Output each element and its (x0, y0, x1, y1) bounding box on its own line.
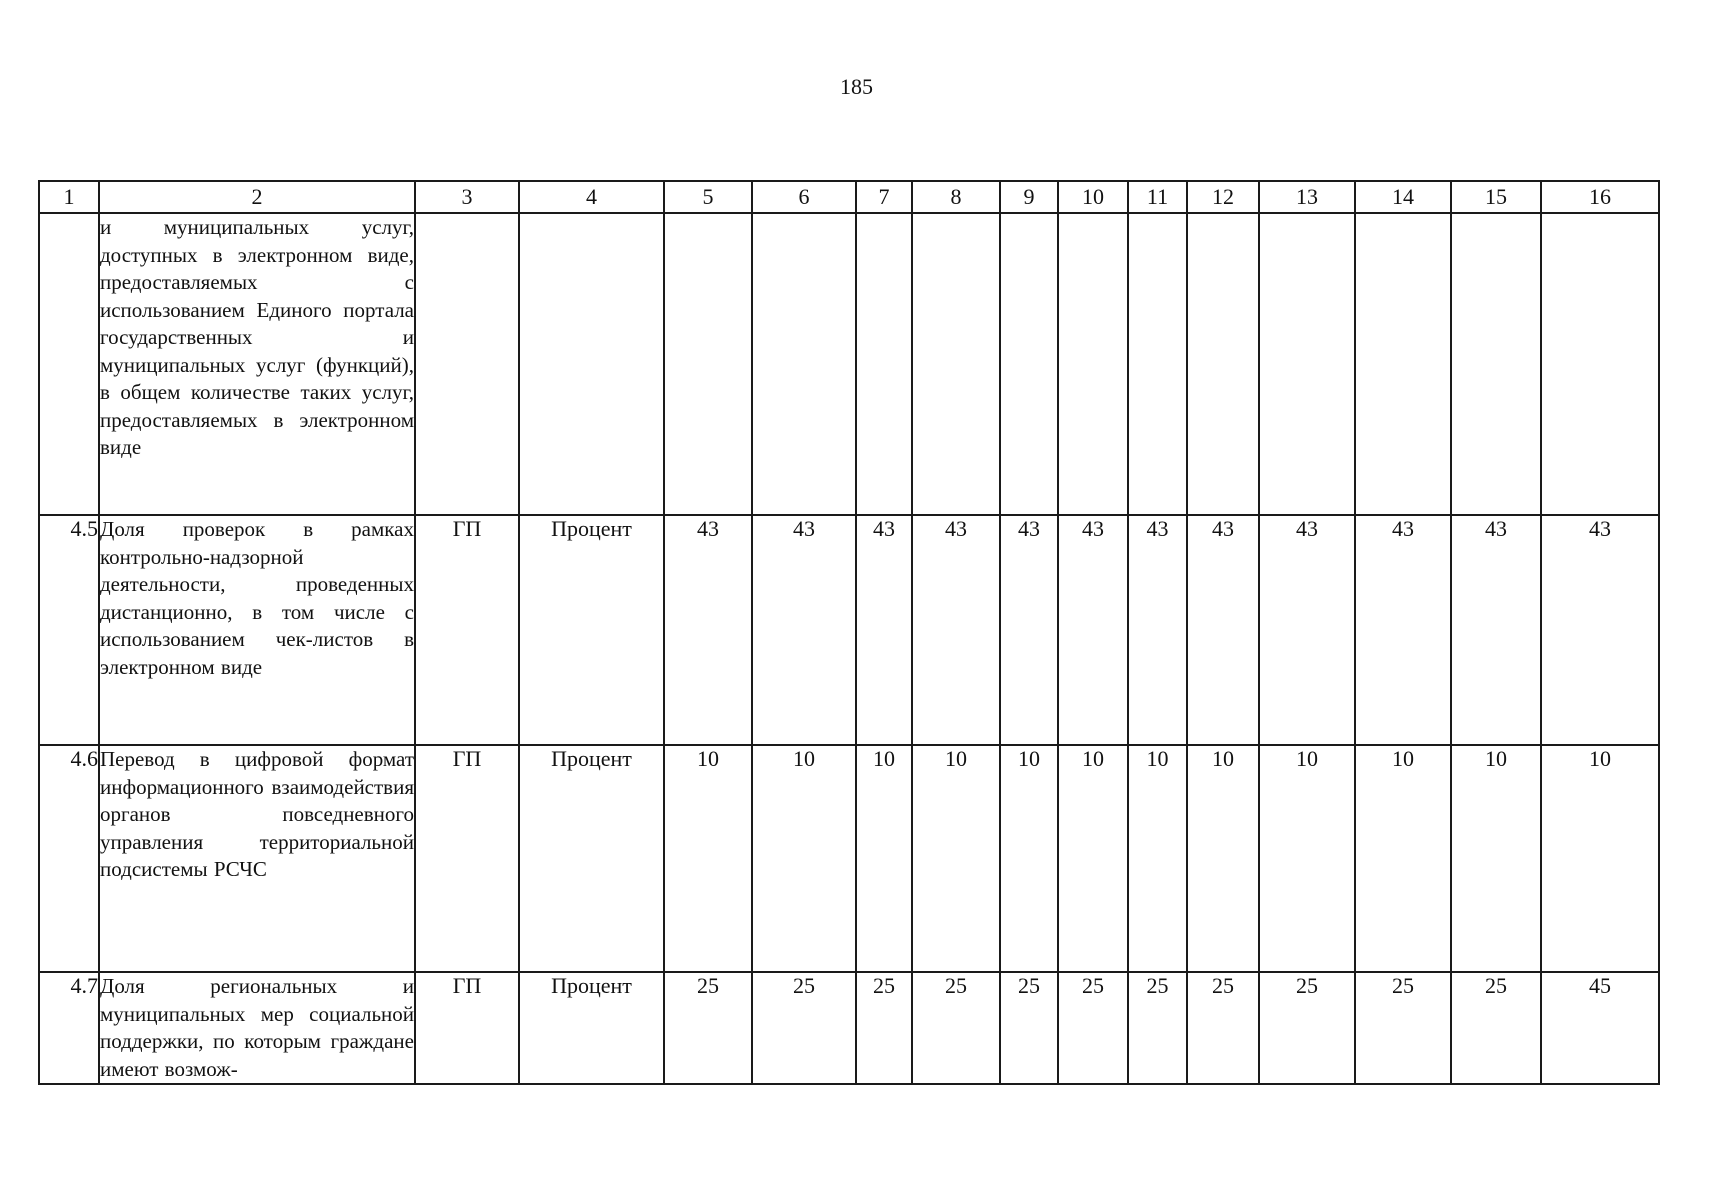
value-cell: 10 (1000, 745, 1058, 972)
column-header: 14 (1355, 181, 1451, 213)
value-cell: 25 (912, 972, 1000, 1084)
value-cell: 10 (1187, 745, 1259, 972)
indicator-description: и муниципальных услуг, доступных в электронном виде, предоставляемых с использованием Единого портала государственных и муниципальных услуг (функций), в общем количестве таких услуг, предоставляемых в электронном виде (99, 213, 415, 515)
value-cell: 10 (1355, 745, 1451, 972)
unit-cell (519, 213, 664, 515)
value-cell: 43 (1000, 515, 1058, 745)
value-cell: 25 (1000, 972, 1058, 1084)
responsible-cell (415, 213, 519, 515)
value-cell: 25 (1355, 972, 1451, 1084)
indicator-table (38, 180, 1660, 1085)
value-cell (912, 213, 1000, 515)
column-header: 4 (519, 181, 664, 213)
value-cell: 25 (664, 972, 752, 1084)
column-header: 13 (1259, 181, 1355, 213)
indicator-description: Доля проверок в рамках контрольно-надзорной деятельности, проведенных дистанционно, в том числе с использованием чек-листов в электронном виде (99, 515, 415, 745)
row-number: 4.5 (39, 515, 99, 745)
value-cell: 43 (1355, 515, 1451, 745)
responsible-cell: ГП (415, 972, 519, 1084)
column-header: 1 (39, 181, 99, 213)
value-cell (1058, 213, 1128, 515)
row-number (39, 213, 99, 515)
value-cell: 10 (1128, 745, 1187, 972)
column-header: 15 (1451, 181, 1541, 213)
value-cell (856, 213, 912, 515)
indicator-description: Перевод в цифровой формат информационного взаимодействия органов повседневного управления территориальной подсистемы РСЧС (99, 745, 415, 972)
column-header: 5 (664, 181, 752, 213)
value-cell (1128, 213, 1187, 515)
value-cell (752, 213, 856, 515)
value-cell (664, 213, 752, 515)
column-header: 9 (1000, 181, 1058, 213)
column-header: 11 (1128, 181, 1187, 213)
value-cell: 10 (912, 745, 1000, 972)
responsible-cell: ГП (415, 515, 519, 745)
unit-cell: Процент (519, 745, 664, 972)
column-header: 6 (752, 181, 856, 213)
column-header: 7 (856, 181, 912, 213)
value-cell: 10 (1259, 745, 1355, 972)
unit-cell: Процент (519, 515, 664, 745)
table-row (39, 515, 1659, 745)
value-cell (1000, 213, 1058, 515)
value-cell: 25 (1451, 972, 1541, 1084)
value-cell: 43 (664, 515, 752, 745)
header-row (39, 181, 1659, 213)
value-cell: 43 (1187, 515, 1259, 745)
value-cell: 10 (752, 745, 856, 972)
value-cell: 25 (1128, 972, 1187, 1084)
column-header: 10 (1058, 181, 1128, 213)
value-cell (1259, 213, 1355, 515)
responsible-cell: ГП (415, 745, 519, 972)
table-row (39, 972, 1659, 1084)
value-cell: 43 (856, 515, 912, 745)
indicator-description: Доля региональных и муниципальных мер социальной поддержки, по которым граждане имеют возмож- (99, 972, 415, 1084)
table-row (39, 745, 1659, 972)
value-cell: 10 (1058, 745, 1128, 972)
value-cell: 10 (1451, 745, 1541, 972)
value-cell (1451, 213, 1541, 515)
table-row (39, 213, 1659, 515)
value-cell: 43 (752, 515, 856, 745)
value-cell: 43 (912, 515, 1000, 745)
value-cell: 25 (856, 972, 912, 1084)
value-cell: 10 (1541, 745, 1659, 972)
value-cell: 25 (1187, 972, 1259, 1084)
value-cell: 25 (1259, 972, 1355, 1084)
value-cell: 43 (1541, 515, 1659, 745)
column-header: 16 (1541, 181, 1659, 213)
value-cell (1187, 213, 1259, 515)
value-cell: 45 (1541, 972, 1659, 1084)
value-cell (1541, 213, 1659, 515)
value-cell: 43 (1451, 515, 1541, 745)
column-header: 8 (912, 181, 1000, 213)
column-header: 2 (99, 181, 415, 213)
column-header: 12 (1187, 181, 1259, 213)
row-number: 4.7 (39, 972, 99, 1084)
value-cell: 10 (664, 745, 752, 972)
value-cell: 25 (752, 972, 856, 1084)
value-cell: 25 (1058, 972, 1128, 1084)
value-cell: 43 (1128, 515, 1187, 745)
value-cell: 43 (1259, 515, 1355, 745)
value-cell (1355, 213, 1451, 515)
page-number: 185 (840, 74, 873, 99)
value-cell: 43 (1058, 515, 1128, 745)
column-header: 3 (415, 181, 519, 213)
row-number: 4.6 (39, 745, 99, 972)
value-cell: 10 (856, 745, 912, 972)
unit-cell: Процент (519, 972, 664, 1084)
